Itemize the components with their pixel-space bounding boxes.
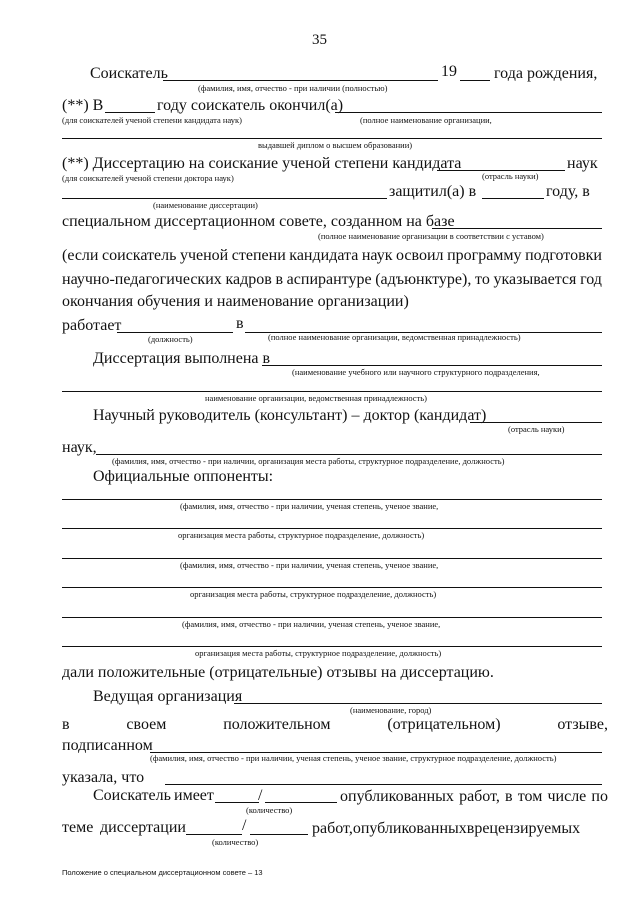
page-footer: Положение о специальном диссертационном совете – 13	[62, 868, 263, 877]
note-word: освоил	[396, 247, 444, 264]
leading-org-hint: (наименование, город)	[350, 705, 432, 715]
note-word: соискатель	[102, 247, 177, 264]
council-hint: (полное наименование организации в соответствии с уставом)	[318, 231, 544, 241]
note-word: наук	[361, 247, 393, 264]
publications-total-field[interactable]	[215, 802, 259, 803]
topic-word: опубликованных	[352, 820, 467, 837]
performed-label: Диссертация выполнена в	[93, 350, 271, 367]
opponent-1-name-field[interactable]	[62, 499, 602, 500]
supervisor-science-field[interactable]	[470, 422, 602, 423]
works-label: работает	[62, 317, 122, 334]
review-word: отзыве,	[557, 716, 608, 733]
works-in-label: в	[236, 315, 244, 332]
supervisor-details-field[interactable]	[96, 454, 602, 455]
leading-org-field[interactable]	[234, 703, 602, 704]
birth-label: года рождения,	[494, 65, 598, 82]
note-word: кадров	[225, 271, 272, 288]
science-suffix: наук	[567, 155, 598, 172]
dissertation-title-hint: (наименование диссертации)	[153, 200, 258, 210]
note-word: то	[475, 271, 490, 288]
review-word: положительном	[223, 716, 331, 733]
review-word: своем	[126, 716, 167, 733]
position-field[interactable]	[117, 332, 233, 333]
year-prefix: 19	[441, 63, 457, 80]
note-word: степени	[231, 247, 286, 264]
publications-word: опубликованных	[340, 788, 454, 805]
topic-total-field[interactable]	[186, 834, 242, 835]
applicant-label: Соискатель	[90, 65, 168, 82]
graduation-hint-left: (для соискателей ученой степени кандидата наук)	[62, 115, 242, 125]
publications-word: в	[505, 788, 513, 805]
topic-text	[312, 820, 580, 838]
opponents-label: Официальные оппоненты:	[93, 468, 274, 485]
publications-pages-field[interactable]	[265, 802, 337, 803]
publications-hint: (количество)	[246, 805, 293, 815]
supervisor-label: Научный руководитель (консультант) – доктор (кандидат)	[93, 407, 487, 424]
stated-label: указала, что	[62, 769, 145, 786]
publications-word: том	[517, 788, 543, 805]
note-word: (адъюнктуре),	[375, 271, 472, 288]
performed-org-field[interactable]	[62, 391, 602, 392]
opponent-3-org-field[interactable]	[62, 646, 602, 647]
performed-hint: (наименование учебного или научного структурного подразделения,	[292, 367, 540, 377]
topic-hint: (количество)	[212, 837, 259, 847]
review-line	[62, 716, 608, 734]
signer-hint: (фамилия, имя, отчество - при наличии, ученая степень, ученое звание, структурное подразделение, должность)	[150, 753, 557, 763]
graduation-marker: (**) В	[62, 97, 104, 114]
supervisor-hint: (фамилия, имя, отчество - при наличии, организация места работы, структурное подразделение, должность)	[112, 456, 505, 466]
birth-year-field[interactable]	[460, 80, 490, 81]
note-word: указывается	[493, 271, 577, 288]
reviews-label: дали положительные (отрицательные) отзывы на диссертацию.	[62, 664, 494, 681]
applicant-name-field[interactable]	[163, 80, 438, 81]
performed-unit-field[interactable]	[262, 365, 602, 366]
note-word: (если	[62, 247, 99, 264]
note-word: год	[580, 271, 602, 288]
note-word: ученой	[179, 247, 229, 264]
dissertation-label: (**) Диссертацию на соискание ученой степени кандидата	[62, 155, 462, 172]
note-word: кандидата	[289, 247, 359, 264]
opponent-1-org-field[interactable]	[62, 528, 602, 529]
note-word: аспирантуре	[286, 271, 372, 288]
topic-word: рецензируемых	[474, 820, 581, 837]
publications-word: по	[591, 788, 608, 805]
note-line-1	[62, 247, 602, 265]
leading-org-label: Ведущая организация	[93, 688, 243, 705]
note-word: подготовки	[525, 247, 602, 264]
supervisor-science-hint: (отрасль науки)	[508, 424, 565, 434]
defense-year-suffix: году, в	[546, 183, 590, 200]
graduated-label: году соискатель окончил(а)	[157, 97, 344, 114]
review-word: (отрицательном)	[387, 716, 501, 733]
graduation-year-field[interactable]	[105, 112, 155, 113]
graduation-hint-right: (полное наименование организации,	[360, 115, 492, 125]
dissertation-title-field[interactable]	[62, 198, 387, 199]
opponent-2-org-field[interactable]	[62, 587, 602, 588]
dissertation-hint-left: (для соискателей ученой степени доктора наук)	[62, 173, 234, 183]
publications-word-1: Соискатель	[93, 787, 171, 804]
topic-word-2: диссертации	[100, 819, 186, 836]
page-number: 35	[312, 32, 327, 48]
performed-org-hint: наименование организации, ведомственная принадлежность)	[205, 393, 428, 403]
publications-word-2: имеет	[174, 787, 214, 804]
topic-word: работ,	[312, 820, 353, 837]
opponent-2-org-hint: организация места работы, структурное подразделение, должность)	[190, 589, 437, 599]
topic-slash: /	[242, 817, 247, 834]
stated-field[interactable]	[165, 784, 602, 785]
position-hint: (должность)	[148, 334, 193, 344]
opponent-2-name-hint: (фамилия, имя, отчество - при наличии, ученая степень, ученое звание,	[180, 560, 439, 570]
diploma-hint: выдавшей диплом о высшем образовании)	[258, 140, 413, 150]
publications-slash: /	[258, 787, 263, 804]
opponent-3-name-field[interactable]	[62, 617, 602, 618]
opponent-1-name-hint: (фамилия, имя, отчество - при наличии, ученая степень, ученое звание,	[180, 501, 439, 511]
note-word: научно-педагогических	[62, 271, 222, 288]
topic-word-1: теме	[62, 819, 94, 836]
opponent-2-name-field[interactable]	[62, 558, 602, 559]
workplace-hint: (полное наименование организации, ведомственная принадлежность)	[268, 332, 521, 342]
council-org-field[interactable]	[432, 228, 602, 229]
review-word: в	[62, 716, 70, 733]
publications-text	[340, 788, 608, 806]
opponent-1-org-hint: организация места работы, структурное подразделение, должность)	[178, 530, 425, 540]
diploma-org-field[interactable]	[62, 138, 602, 139]
council-label: специальном диссертационном совете, созданном на базе	[62, 213, 455, 230]
topic-pages-field[interactable]	[250, 834, 308, 835]
graduation-org-field[interactable]	[335, 112, 602, 113]
note-line-2	[62, 271, 602, 289]
dissertation-hint-right: (отрасль науки)	[482, 171, 539, 181]
publications-word: работ,	[459, 788, 500, 805]
opponent-3-org-hint: организация места работы, структурное подразделение, должность)	[195, 648, 442, 658]
defended-label: защитил(а) в	[389, 183, 477, 200]
note-word: программу	[447, 247, 522, 264]
science-word: наук,	[62, 439, 97, 456]
topic-word: в	[466, 820, 475, 837]
note-line-3: окончания обучения и наименование организации)	[62, 293, 409, 310]
applicant-hint: (фамилия, имя, отчество - при наличии (полностью)	[198, 83, 388, 93]
publications-word: числе	[547, 788, 587, 805]
opponent-3-name-hint: (фамилия, имя, отчество - при наличии, ученая степень, ученое звание,	[182, 619, 441, 629]
signed-label: подписанном	[62, 737, 153, 754]
defense-year-field[interactable]	[482, 198, 544, 199]
note-word: в	[275, 271, 283, 288]
